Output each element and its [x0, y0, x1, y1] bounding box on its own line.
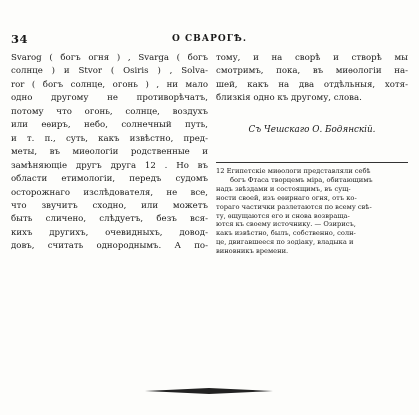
text-line: одно другому не противорѣчатъ,: [11, 93, 208, 104]
footnote-line: виновникъ времени.: [216, 247, 289, 256]
text-line: довъ, считать однороднымъ. А по-: [11, 241, 208, 252]
text-line: или еѳиръ, небо, солнечный путь,: [11, 120, 208, 131]
footnote-divider: [216, 162, 408, 163]
left-column-text: [11, 52, 208, 254]
text-line: потому что огонь, солнце, воздухъ: [11, 106, 208, 117]
page-number: 34: [11, 32, 29, 46]
text-line: области етимологіи, передъ судомъ: [11, 174, 208, 185]
running-title: О СВАРОГѢ.: [172, 34, 247, 44]
footnote: [216, 167, 408, 256]
footnote-line: тораго частички разлетаются по всему свѣ-: [216, 202, 372, 211]
translator-credit: Съ Чешскаго О. Бодянскій.: [248, 125, 376, 135]
footnote-line: ту, ѳщущаются его и снова возвраща-: [216, 211, 350, 220]
footnote-line: богъ Фтаса творцемъ міра, обитающимъ: [230, 175, 373, 184]
footnote-line: ности своей, изъ еѳирнаго огня, отъ ко-: [216, 193, 357, 202]
footnote-line: це, двигавшееся по зодіаку, владыка и: [216, 238, 354, 247]
text-line: тому, и на сворѣ и створѣ мы: [216, 53, 408, 63]
text-line: смотримъ, пока, въ миѳологіи на-: [216, 66, 408, 77]
text-line: что звучитъ сходно, или можетъ: [11, 200, 208, 211]
text-line: ror ( богъ солнце, огонь ) , ни мало: [11, 79, 208, 90]
text-line: замѣняющіе другъ друга 12 . Но въ: [11, 160, 208, 171]
text-line: солнце ) и Stvor ( Osiris ) , Solva-: [11, 66, 208, 77]
footnote-line: какъ извѣстно, былъ, собственно, солн-: [216, 229, 356, 238]
footnote-line: надъ звѣздами и состоящимъ, въ сущ-: [216, 184, 351, 193]
text-line: и т. п., суть, какъ извѣстно, пред-: [11, 133, 208, 144]
right-column-text: [216, 52, 408, 106]
footnote-line: ются къ своему источнику. — Озирисъ,: [216, 220, 356, 229]
text-line: быть сличено, слѣдуетъ, безъ вся-: [11, 214, 208, 225]
text-line: меты, въ миѳологіи родственные и: [11, 147, 208, 158]
text-line: Svarog ( богъ огня ) , Svarga ( богъ: [11, 53, 208, 63]
text-line: шей, какъ на два отдѣльныя, хотя-: [216, 79, 408, 90]
text-line: осторожнаго изслѣдователя, не все,: [11, 187, 208, 198]
footnote-line: 12 Египетскіе миѳологи представляли себѣ: [216, 167, 371, 175]
text-line: кихъ другихъ, очевидныхъ, довод-: [11, 227, 208, 238]
text-line: близкія одно къ другому, слова.: [216, 93, 362, 104]
ornament-divider: [145, 386, 273, 396]
